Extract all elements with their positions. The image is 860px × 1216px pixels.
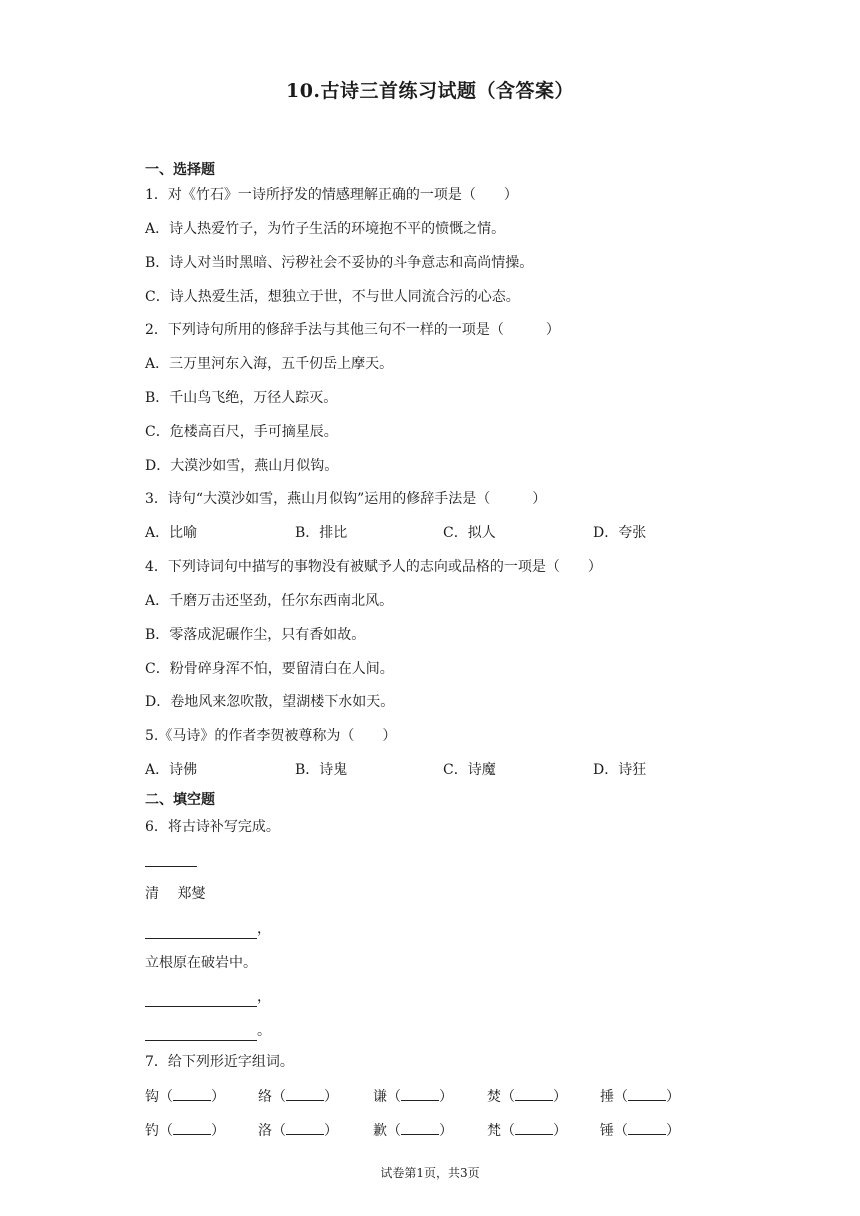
question-1-option-a: A．诗人热爱竹子，为竹子生活的环境抱不平的愤慨之情。 (145, 221, 506, 237)
word-blank[interactable] (173, 1086, 211, 1101)
question-4-option-c: C．粉骨碎身浑不怕，要留清白在人间。 (145, 661, 394, 677)
question-4-option-a: A．千磨万击还坚劲，任尔东西南北风。 (145, 593, 394, 609)
question-5-option-c: C．诗魔 (443, 762, 496, 778)
question-5-option-b: B．诗鬼 (295, 762, 348, 778)
word-blank[interactable] (628, 1120, 666, 1135)
question-3-option-d: D．夸张 (593, 525, 647, 541)
word-blank[interactable] (628, 1086, 666, 1101)
word-blank[interactable] (173, 1120, 211, 1135)
question-5-option-d: D．诗狂 (593, 762, 647, 778)
word-item: 钓（ ） (145, 1120, 225, 1141)
poem-line-1-blank[interactable] (145, 922, 257, 939)
question-4-option-b: B．零落成泥碾作尘，只有香如故。 (145, 627, 366, 643)
question-1-option-c: C．诗人热爱生活，想独立于世，不与世人同流合污的心态。 (145, 289, 520, 305)
word-item: 络（ ） (258, 1086, 338, 1107)
word-item: 钩（ ） (145, 1086, 225, 1107)
word-item: 捶（ ） (600, 1086, 680, 1107)
question-7-stem: 7．给下列形近字组词。 (145, 1054, 294, 1070)
page-footer: 试卷第1页，共3页 (380, 1166, 480, 1180)
question-1-stem: 1．对《竹石》一诗所抒发的情感理解正确的一项是（ ） (145, 187, 518, 203)
question-4-stem: 4．下列诗词句中描写的事物没有被赋予人的志向或品格的一项是（ ） (145, 559, 602, 575)
word-item: 谦（ ） (373, 1086, 453, 1107)
question-3-option-a: A．比喻 (145, 525, 198, 541)
poem-line-4-blank[interactable] (145, 1024, 257, 1041)
word-blank[interactable] (401, 1120, 439, 1135)
poem-line-2: 立根原在破岩中。 (145, 955, 257, 971)
question-3-option-b: B．排比 (295, 525, 348, 541)
question-2-option-c: C．危楼高百尺，手可摘星辰。 (145, 424, 338, 440)
question-6-stem: 6．将古诗补写完成。 (145, 819, 280, 835)
question-2-option-d: D．大漠沙如雪，燕山月似钩。 (145, 458, 339, 474)
question-3-stem: 3．诗句“大漠沙如雪，燕山月似钩”运用的修辞手法是（ ） (145, 491, 547, 507)
question-2-option-b: B．千山鸟飞绝，万径人踪灭。 (145, 390, 338, 406)
question-5-stem: 5.《马诗》的作者李贺被尊称为（ ） (145, 728, 397, 744)
poem-line-3-blank[interactable] (145, 990, 257, 1007)
word-item: 焚（ ） (487, 1086, 567, 1107)
question-2-stem: 2．下列诗句所用的修辞手法与其他三句不一样的一项是（ ） (145, 322, 560, 338)
poem-line-3: ， (145, 987, 271, 1007)
poem-title-blank[interactable] (145, 866, 197, 867)
question-2-option-a: A．三万里河东入海，五千仞岳上摩天。 (145, 356, 394, 372)
section-heading-choice: 一、选择题 (145, 162, 215, 178)
word-blank[interactable] (286, 1086, 324, 1101)
word-item: 锤（ ） (600, 1120, 680, 1141)
section-heading-fill-in: 二、填空题 (145, 792, 215, 808)
word-item: 梵（ ） (487, 1120, 567, 1141)
question-5-option-a: A．诗佛 (145, 762, 198, 778)
word-blank[interactable] (515, 1120, 553, 1135)
page-title: 10.古诗三首练习试题（含答案） (285, 80, 575, 102)
poem-line-4: 。 (145, 1021, 271, 1041)
word-blank[interactable] (401, 1086, 439, 1101)
word-item: 洛（ ） (258, 1120, 338, 1141)
question-3-option-c: C．拟人 (443, 525, 496, 541)
poem-line-1: ， (145, 919, 271, 939)
word-blank[interactable] (515, 1086, 553, 1101)
question-4-option-d: D．卷地风来忽吹散，望湖楼下水如天。 (145, 694, 395, 710)
word-blank[interactable] (286, 1120, 324, 1135)
question-1-option-b: B．诗人对当时黑暗、污秽社会不妥协的斗争意志和高尚情操。 (145, 255, 534, 271)
poem-author: 清 郑燮 (145, 886, 206, 902)
word-item: 歉（ ） (373, 1120, 453, 1141)
